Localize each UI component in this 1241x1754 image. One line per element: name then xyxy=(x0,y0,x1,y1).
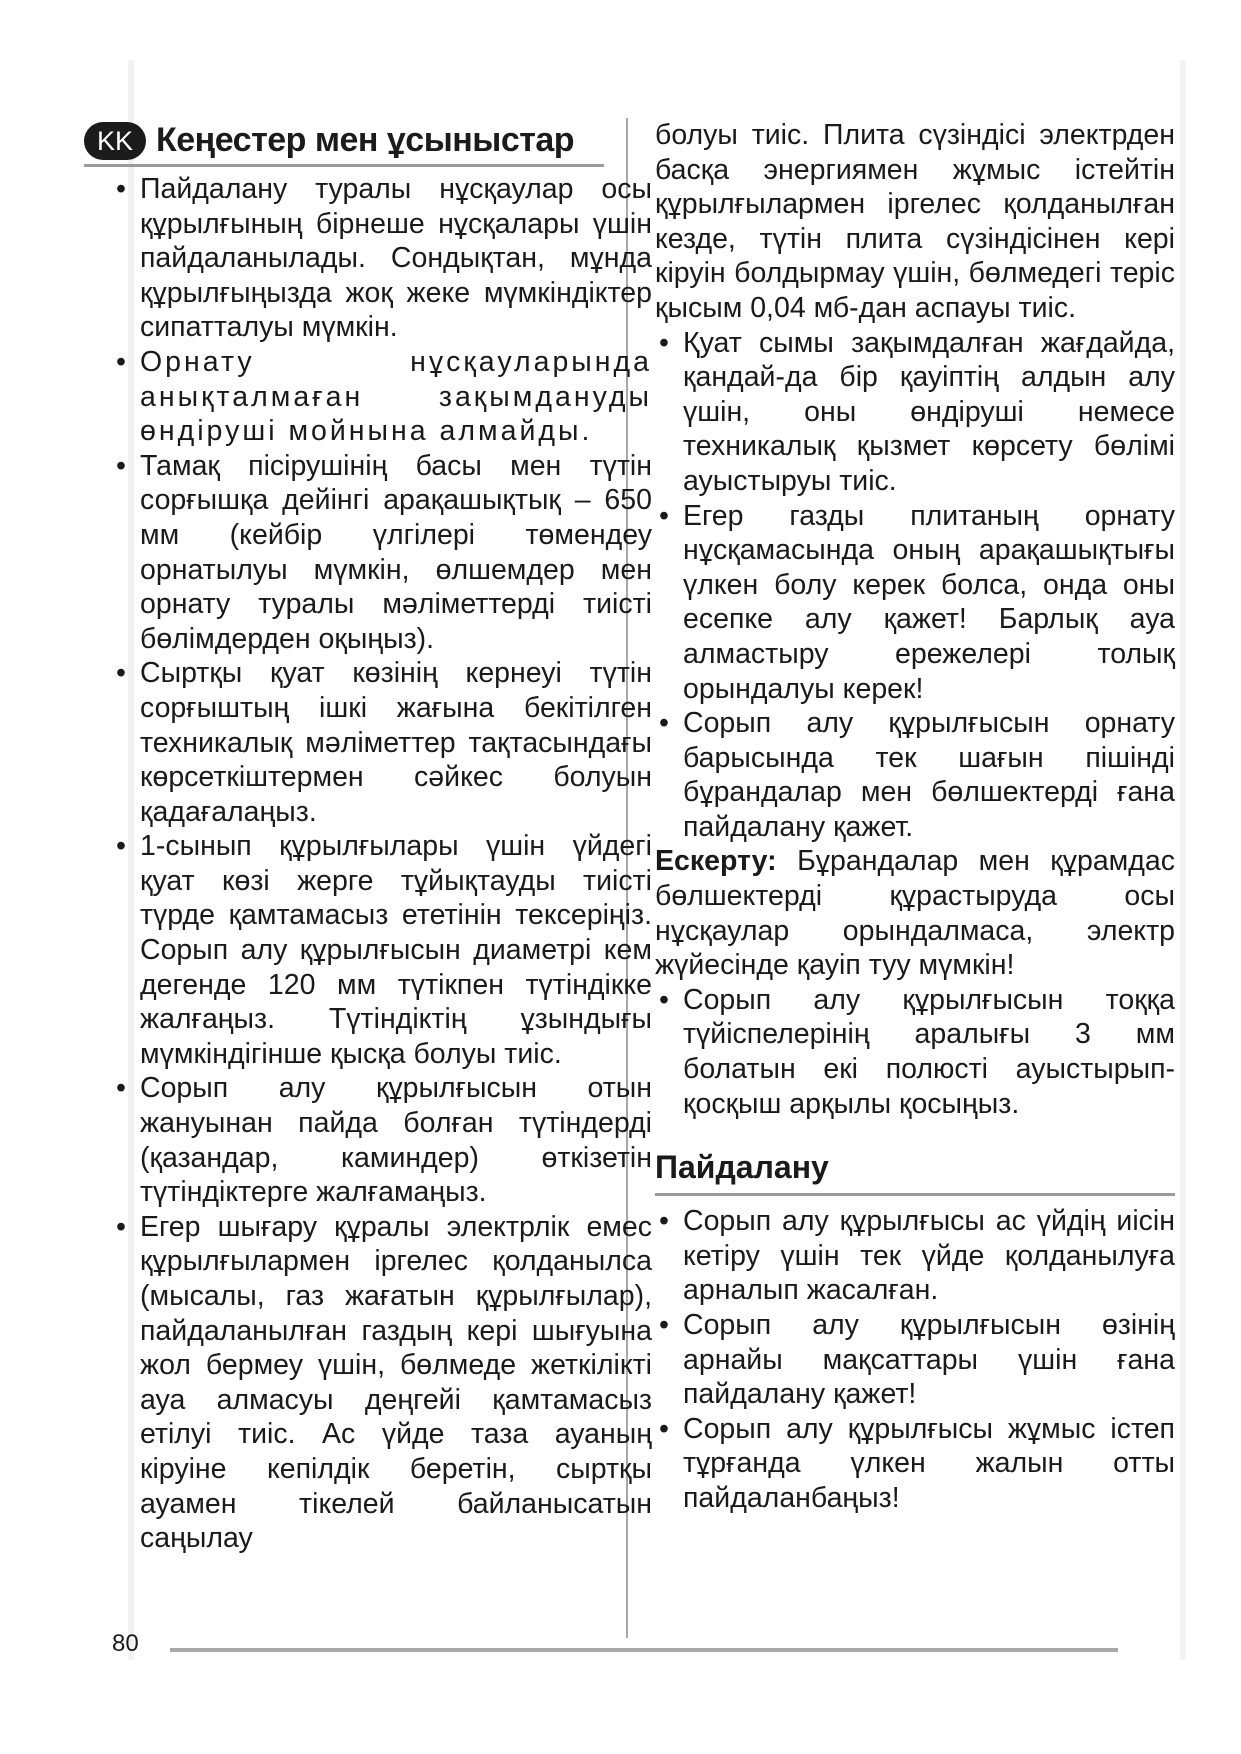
warning-text: Бұрандалар мен құрамдас бөлшектерді құрастыруда осы нұсқаулар орындалмаса, электр жүйесінде қауіп туу мүмкін! xyxy=(655,845,1176,982)
list-item-text: Сорып алу құрылғысы жұмыс істеп тұрғанда үлкен жалын отты пайдаланбаңыз! xyxy=(683,1412,1175,1514)
bullet-dot: • xyxy=(116,1210,126,1243)
warning-note xyxy=(655,844,1175,982)
list-item-text: Қуат сымы зақымдалған жағдайда, қандай-да бір қауіптің алдын алу үшін, оны өндіруші немесе техникалық қызмет көрсету бөлімі ауыстыруы тиіс. xyxy=(683,326,1175,497)
bullet-dot: • xyxy=(659,707,669,740)
list-item xyxy=(655,1412,1175,1516)
list-item-text: 1-сынып құрылғылары үшін үйдегі қуат көзі жерге тұйықтауды тиісті түрде қамтамасыз ететінін тексеріңіз. Сорып алу құрылғысын диаметрі кем дегенде 120 мм түтікпен түтіндікке жалғаңыз. Түтіндіктің ұзындығы мүмкіндігінше қысқа болуы тиіс. xyxy=(140,830,652,1070)
list-item xyxy=(112,1210,652,1556)
list-item xyxy=(655,499,1175,707)
list-item xyxy=(112,1071,652,1209)
bullet-dot: • xyxy=(659,499,669,532)
bullet-dot: • xyxy=(659,983,669,1016)
bullet-dot: • xyxy=(116,345,126,378)
list-item xyxy=(112,449,652,657)
left-column xyxy=(112,118,652,1556)
list-item xyxy=(655,706,1175,844)
list-item-text: Сорып алу құрылғысын тоққа түйіспелерінің аралығы 3 мм болатын екі полюсті ауыстырып-қосқыш арқылы қосыңыз. xyxy=(683,983,1175,1120)
bullet-dot: • xyxy=(116,657,126,690)
list-item xyxy=(655,983,1175,1121)
list-item xyxy=(655,326,1175,499)
bullet-dot: • xyxy=(116,173,126,205)
list-item-text: Егер шығару құралы электрлік емес құрылғылармен іргелес қолданылса (мысалы, газ жағатын құрылғылар), пайдаланылған газдың кері шығуына жол бермеу үшін, бөлмеде жеткілікті ауа алмасуы деңгейі қамтамасыз етілуі тиіс. Ас үйде таза ауаның кіруіне кепілдік беретін, сыртқы ауамен тікелей байланысатын саңылау xyxy=(140,1210,652,1555)
list-item xyxy=(112,172,652,345)
page-number: 80 xyxy=(112,1630,139,1657)
list-item xyxy=(655,1308,1175,1412)
usage-section-title: Пайдалану xyxy=(655,1149,829,1186)
bullet-dot: • xyxy=(116,830,126,863)
page-title: Кеңестер мен ұсыныстар xyxy=(156,121,575,159)
bullet-dot: • xyxy=(659,1309,669,1341)
bullet-dot: • xyxy=(659,326,669,359)
footer-rule xyxy=(170,1648,1118,1652)
list-item xyxy=(112,656,652,829)
bullet-dot: • xyxy=(659,1412,669,1445)
list-item-text: Тамақ пісірушінің басы мен түтін сорғышқа дейінгі арақашықтық – 650 мм (кейбір үлгілері төмендеу орнатылуы мүмкін, өлшемдер мен орнату туралы мәліметтерді тиісті бөлімдерден оқыңыз). xyxy=(140,449,652,655)
list-item-text: Егер газды плитаның орнату нұсқамасында оның арақашықтығы үлкен болу керек болса, онда оны есепке алу қажет! Барлық ауа алмастыру ережелері толық орындалуы керек! xyxy=(683,499,1175,705)
bullet-dot: • xyxy=(116,1072,126,1105)
list-item xyxy=(655,1204,1175,1308)
list-item xyxy=(112,829,652,1071)
language-badge: KK xyxy=(84,122,146,160)
bullet-dot: • xyxy=(116,449,126,482)
list-item xyxy=(112,345,652,449)
list-item-text: Сорып алу құрылғысын өзінің арнайы мақсаттары үшін ғана пайдалану қажет! xyxy=(683,1309,1175,1411)
right-column xyxy=(655,118,1175,1516)
list-item-text: Сорып алу құрылғысы ас үйдің иісін кетіру үшін тек үйде қолданылуға арналып жасалған. xyxy=(683,1205,1175,1307)
list-item-text: Сорып алу құрылғысын орнату барысында тек шағын пішінді бұрандалар мен бөлшектерді ғана пайдалану қажет. xyxy=(683,707,1175,843)
warning-label: Ескерту: xyxy=(655,845,777,878)
continued-paragraph: болуы тиіс. Плита сүзіндісі электрден басқа энергиямен жұмыс істейтін құрылғылармен іргелес қолданылған кезде, түтін плита сүзіндісінен кері кіруін болдырмау үшін, бөлмедегі теріс қысым 0,04 мб-дан аспауы тиіс. xyxy=(655,119,1175,324)
page-edge-shadow-right xyxy=(1180,60,1186,1660)
bullet-dot: • xyxy=(659,1205,669,1238)
list-item-text: Орнату нұсқауларында анықталмаған зақымдануды өндіруші мойнына алмайды. xyxy=(140,345,652,448)
list-item-text: Сыртқы қуат көзінің кернеуі түтін сорғыштың ішкі жағына бекітілген техникалық мәліметтер тақтасындағы көрсеткіштермен сәйкес болуын қадағалаңыз. xyxy=(140,657,652,828)
usage-title-underline xyxy=(655,1193,1175,1196)
list-item-text: Пайдалану туралы нұсқаулар осы құрылғының бірнеше нұсқалары үшін пайдаланылады. Сондықтан, мұнда құрылғыңызда жоқ жеке мүмкіндіктер сипатталуы мүмкін. xyxy=(140,173,652,344)
list-item-text: Сорып алу құрылғысын отын жануынан пайда болған түтіндерді (қазандар, каминдер) өткізетін түтіндіктерге жалғамаңыз. xyxy=(140,1072,652,1209)
